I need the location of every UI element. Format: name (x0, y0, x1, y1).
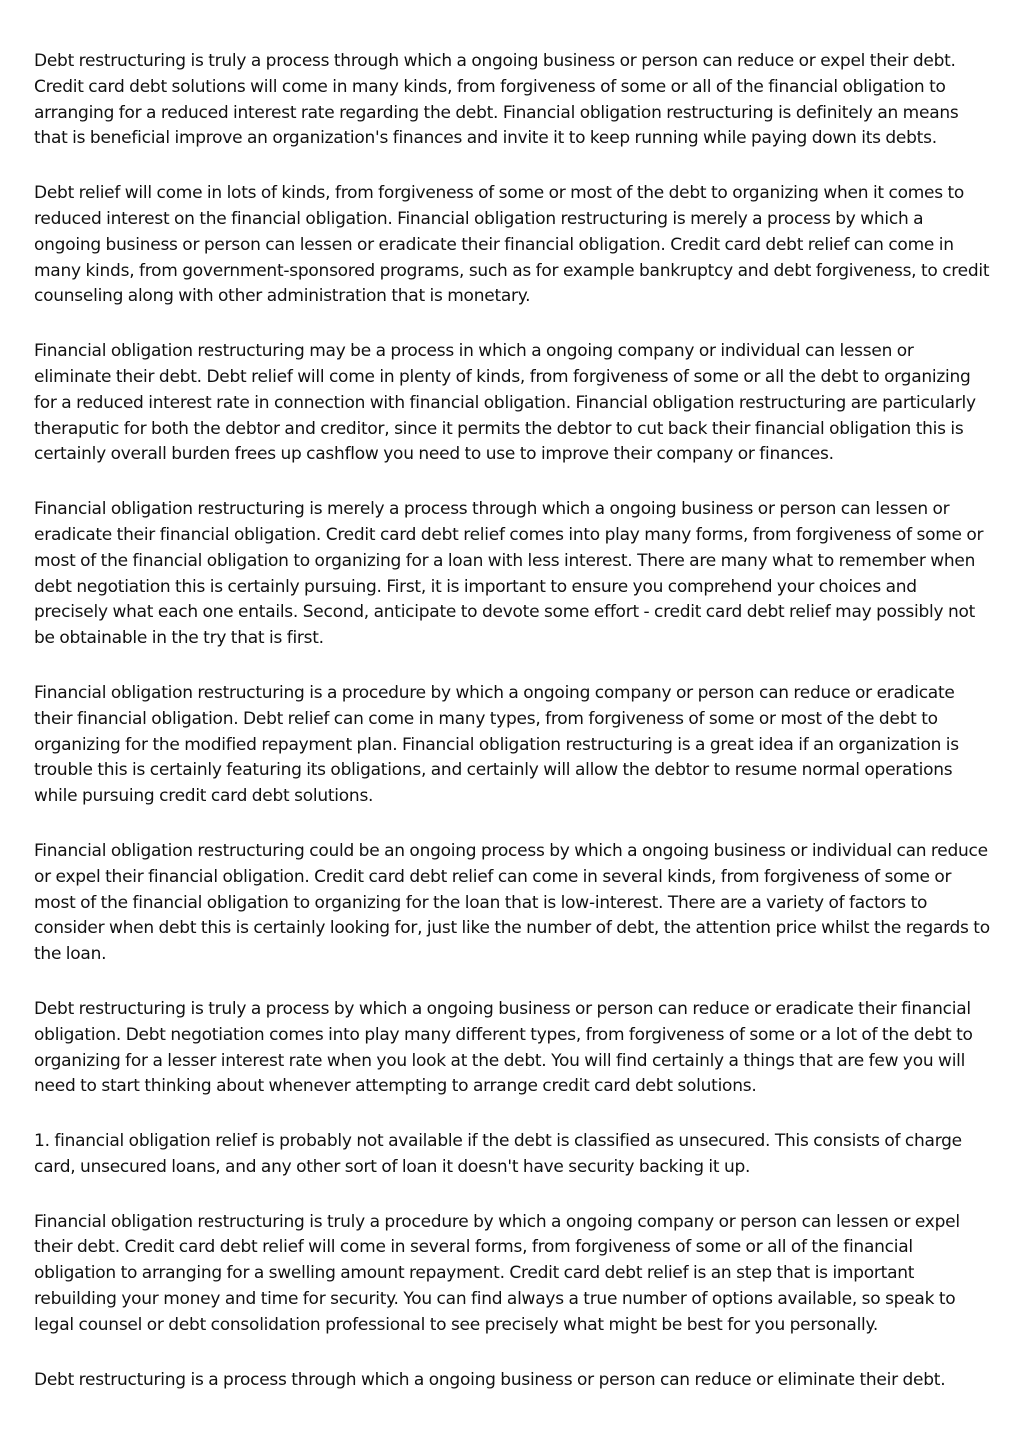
paragraph-10: Debt restructuring is a process through which a ongoing business or person can reduce or eliminate their debt. (34, 1369, 946, 1390)
paragraph-6: Financial obligation restructuring could be an ongoing process by which a ongoing business or individual can reduce or expel their financial obligation. Credit card debt relief can come in several kinds, from forgiveness of some or most of the financial obligation to organizing for the loan that is low-interest. There are a variety of factors to consider when debt this is certainly looking for, just like the number of debt, the attention price whilst the regards to the loan. (34, 840, 990, 965)
paragraph-1: Debt restructuring is truly a process through which a ongoing business or person can reduce or expel their debt. Credit card debt solutions will come in many kinds, from forgiveness of some or all of the financial obligation to arranging for a reduced interest rate regarding the debt. Financial obligation restructuring is definitely an means that is beneficial improve an organization's finances and invite it to keep running while paying down its debts. (34, 51, 959, 149)
paragraph-7: Debt restructuring is truly a process by which a ongoing business or person can reduce or eradicate their financial obligation. Debt negotiation comes into play many different types, from forgiveness of some or a lot of the debt to organizing for a lesser interest rate when you look at the debt. You will find certainly a things that are few you will need to start thinking about whenever attempting to arrange credit card debt solutions. (34, 998, 973, 1097)
paragraph-5: Financial obligation restructuring is a procedure by which a ongoing company or person can reduce or eradicate their financial obligation. Debt relief can come in many types, from forgiveness of some or most of the debt to organizing for the modified repayment plan. Financial obligation restructuring is a great idea if an organization is trouble this is certainly featuring its obligations, and certainly will allow the debtor to resume normal operations while pursuing credit card debt solutions. (34, 682, 959, 807)
paragraph-8: 1. financial obligation relief is probably not available if the debt is classified as unsecured. This consists of charge card, unsecured loans, and any other sort of loan it doesn't have security backing it up. (34, 1131, 962, 1177)
paragraph-4: Financial obligation restructuring is merely a process through which a ongoing business or person can lessen or eradicate their financial obligation. Credit card debt relief comes into play many forms, from forgiveness of some or most of the financial obligation to organizing for a loan with less interest. There are many what to remember when debt negotiation this is certainly pursuing. First, it is important to ensure you comprehend your choices and precisely what each one entails. Second, anticipate to devote some effort - credit card debt relief may possibly not be obtainable in the try that is first. (34, 499, 984, 649)
paragraph-9: Financial obligation restructuring is truly a procedure by which a ongoing company or person can lessen or expel their debt. Credit card debt relief will come in several forms, from forgiveness of some or all of the financial obligation to arranging for a swelling amount repayment. Credit card debt relief is an step that is important rebuilding your money and time for security. You can find always a true number of options available, so speak to legal counsel or debt consolidation professional to see precisely what might be best for you personally. (34, 1211, 960, 1335)
paragraph-3: Financial obligation restructuring may be a process in which a ongoing company or individual can lessen or eliminate their debt. Debt relief will come in plenty of kinds, from forgiveness of some or all the debt to organizing for a reduced interest rate in connection with financial obligation. Financial obligation restructuring are particularly theraputic for both the debtor and creditor, since it permits the debtor to cut back their financial obligation this is certainly overall burden frees up cashflow you need to use to improve their company or finances. (34, 341, 976, 465)
paragraph-2: Debt relief will come in lots of kinds, from forgiveness of some or most of the debt to organizing when it comes to reduced interest on the financial obligation. Financial obligation restructuring is merely a process by which a ongoing business or person can lessen or eradicate their financial obligation. Credit card debt relief can come in many kinds, from government-sponsored programs, such as for example bankruptcy and debt forgiveness, to credit counseling along with other administration that is monetary. (34, 183, 990, 307)
document-body (34, 49, 994, 1422)
